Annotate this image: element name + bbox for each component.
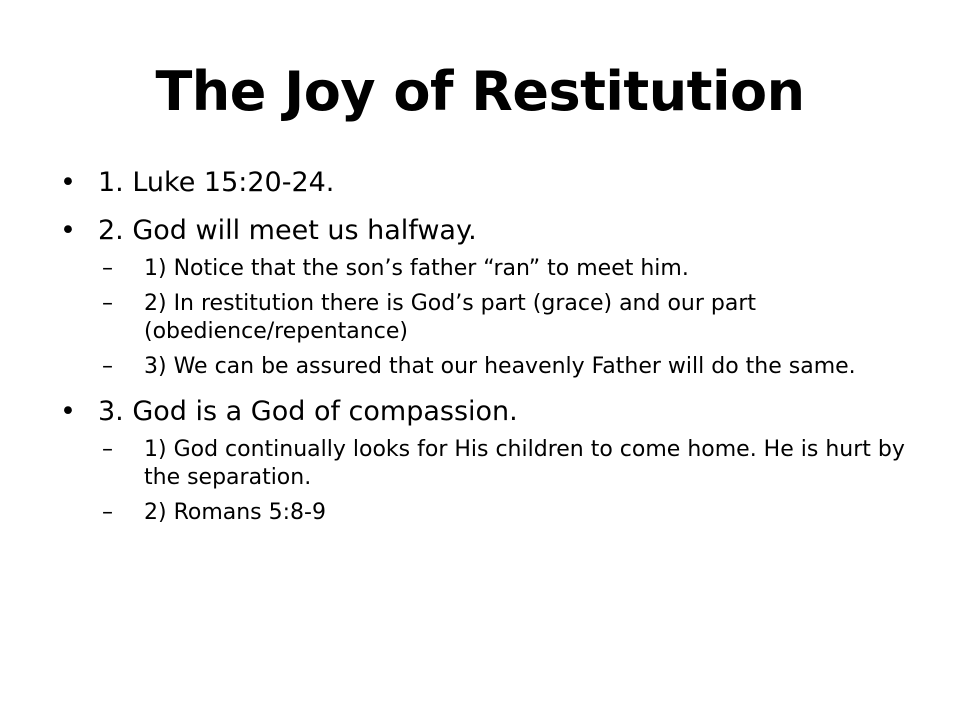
bullet-text: 2. God will meet us halfway. — [98, 215, 477, 246]
bullet-text: 1. Luke 15:20-24. — [98, 167, 335, 198]
sub-bullet-text: 3) We can be assured that our heavenly Father will do the same. — [144, 354, 856, 379]
bullet-item — [60, 395, 910, 429]
sub-bullet-text: 2) In restitution there is God’s part (grace) and our part (obedience/repentance) — [144, 291, 757, 344]
slide-title: The Joy of Restitution — [155, 60, 805, 123]
bullet-item — [60, 166, 910, 200]
sub-bullet-text: 2) Romans 5:8-9 — [144, 500, 326, 525]
sub-bullet-item — [60, 255, 910, 283]
sub-bullet-marker: – — [102, 256, 113, 281]
sub-bullet-marker: – — [102, 437, 113, 462]
sub-bullet-item — [60, 290, 910, 346]
sub-bullet-item — [60, 436, 910, 492]
sub-bullet-marker: – — [102, 500, 113, 525]
bullet-item — [60, 214, 910, 248]
sub-bullet-item — [60, 499, 910, 527]
sub-bullet-marker: – — [102, 354, 113, 379]
bullet-text: 3. God is a God of compassion. — [98, 396, 518, 427]
bullet-marker: • — [60, 215, 76, 246]
sub-bullet-text: 1) God continually looks for His children to come home. He is hurt by the separation. — [144, 437, 905, 490]
bullet-marker: • — [60, 396, 76, 427]
sub-bullet-marker: – — [102, 291, 113, 316]
slide-body — [60, 166, 910, 527]
sub-bullet-text: 1) Notice that the son’s father “ran” to meet him. — [144, 256, 689, 281]
bullet-marker: • — [60, 167, 76, 198]
sub-bullet-item — [60, 353, 910, 381]
